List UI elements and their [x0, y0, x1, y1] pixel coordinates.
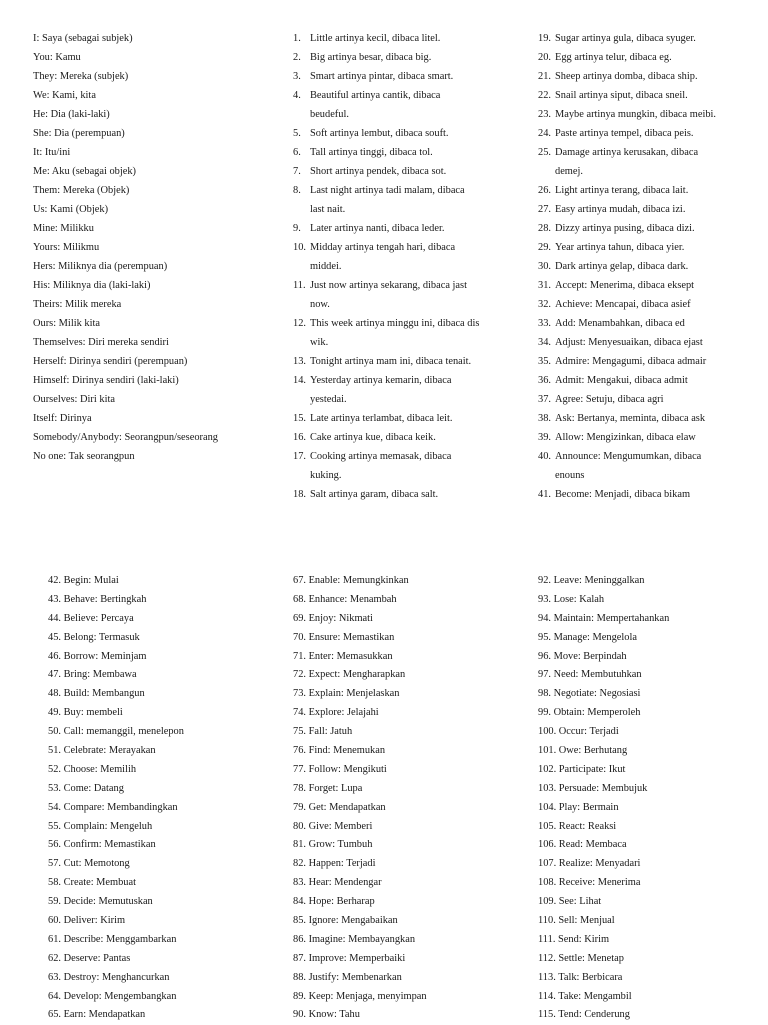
item-text: Dark artinya gelap, dibaca dark.	[555, 261, 689, 272]
list-item	[538, 314, 763, 333]
list-item	[538, 162, 763, 181]
list-item	[293, 86, 508, 105]
list-item: Somebody/Anybody: Seorangpun/seseorang	[33, 432, 218, 443]
list-item: 54. Compare: Membandingkan	[48, 801, 178, 813]
item-text: Late artinya terlambat, dibaca leit.	[310, 413, 453, 424]
list-item: 102. Participate: Ikut	[538, 763, 626, 775]
list-item: 71. Enter: Memasukkan	[293, 650, 393, 662]
item-number: 14.	[293, 375, 306, 386]
item-number: 29.	[538, 242, 551, 253]
item-number: 32.	[538, 299, 551, 310]
list-item: Theirs: Milik mereka	[33, 299, 122, 310]
list-item: 97. Need: Membutuhkan	[538, 669, 642, 681]
item-text: Year artinya tahun, dibaca yier.	[555, 242, 685, 253]
list-item: 73. Explain: Menjelaskan	[293, 688, 400, 700]
list-item: 113. Talk: Berbicara	[538, 971, 623, 983]
list-item: 44. Believe: Percaya	[48, 612, 134, 624]
item-number: 26.	[538, 185, 551, 196]
item-text: Paste artinya tempel, dibaca peis.	[555, 128, 694, 139]
item-number: 19.	[538, 33, 551, 44]
list-item	[538, 371, 763, 390]
item-number: 41.	[538, 489, 551, 500]
item-text: Egg artinya telur, dibaca eg.	[555, 52, 672, 63]
item-text: Easy artinya mudah, dibaca izi.	[555, 204, 686, 215]
item-number: 38.	[538, 413, 551, 424]
item-text: Sheep artinya domba, dibaca ship.	[555, 71, 698, 82]
list-item: 94. Maintain: Mempertahankan	[538, 612, 670, 624]
list-item: 48. Build: Membangun	[48, 688, 145, 700]
list-item: 56. Confirm: Memastikan	[48, 839, 156, 851]
list-item	[293, 352, 508, 371]
list-item	[293, 29, 508, 48]
item-number: 36.	[538, 375, 551, 386]
list-item	[293, 485, 508, 504]
list-item	[538, 181, 763, 200]
item-text: Admire: Mengagumi, dibaca admair	[555, 356, 707, 367]
list-item: No one: Tak seorangpun	[33, 451, 135, 462]
item-text: Announce: Mengumumkan, dibaca	[555, 451, 702, 462]
list-item: 51. Celebrate: Merayakan	[48, 745, 156, 757]
list-item: Me: Aku (sebagai objek)	[33, 166, 137, 177]
list-item: 60. Deliver: Kirim	[48, 915, 126, 927]
list-item	[538, 276, 763, 295]
list-item	[538, 352, 763, 371]
item-number: 30.	[538, 261, 551, 272]
list-item	[538, 295, 763, 314]
item-text: Add: Menambahkan, dibaca ed	[555, 318, 685, 329]
item-number: 21.	[538, 71, 551, 82]
item-text: Beautiful artinya cantik, dibaca	[310, 90, 441, 101]
item-text: kuking.	[310, 470, 342, 481]
item-number: 6.	[293, 147, 301, 158]
list-item: 98. Negotiate: Negosiasi	[538, 688, 641, 700]
item-text: Damage artinya kerusakan, dibaca	[555, 147, 699, 158]
item-text: Just now artinya sekarang, dibaca jast	[310, 280, 467, 291]
list-item	[538, 409, 763, 428]
list-item: 114. Take: Mengambil	[538, 990, 632, 1002]
item-number: 33.	[538, 318, 551, 329]
list-item	[293, 333, 508, 352]
list-item: 93. Lose: Kalah	[538, 593, 605, 605]
list-item: 81. Grow: Tumbuh	[293, 839, 373, 851]
list-item: 89. Keep: Menjaga, menyimpan	[293, 990, 427, 1002]
list-item	[538, 219, 763, 238]
item-number: 9.	[293, 223, 301, 234]
item-number: 35.	[538, 356, 551, 367]
list-item: 105. React: Reaksi	[538, 820, 617, 832]
item-text: Achieve: Mencapai, dibaca asief	[555, 299, 691, 310]
list-item: 80. Give: Memberi	[293, 820, 373, 832]
list-item: He: Dia (laki-laki)	[33, 109, 110, 120]
item-number: 22.	[538, 90, 551, 101]
list-item	[538, 390, 763, 409]
list-item: 64. Develop: Mengembangkan	[48, 990, 177, 1002]
item-text: Allow: Mengizinkan, dibaca elaw	[555, 432, 696, 443]
list-item	[293, 219, 508, 238]
item-text: demej.	[555, 166, 583, 177]
item-text: Salt artinya garam, dibaca salt.	[310, 489, 439, 500]
item-text: Cooking artinya memasak, dibaca	[310, 451, 452, 462]
list-item: 82. Happen: Terjadi	[293, 858, 376, 870]
list-item: 86. Imagine: Membayangkan	[293, 933, 416, 945]
list-item: Ourselves: Diri kita	[33, 394, 115, 405]
list-item	[538, 29, 763, 48]
list-item: 55. Complain: Mengeluh	[48, 820, 153, 832]
list-item: 115. Tend: Cenderung	[538, 1009, 630, 1021]
list-item: 42. Begin: Mulai	[48, 575, 119, 586]
item-number: 13.	[293, 356, 306, 367]
list-item: 52. Choose: Memilih	[48, 763, 137, 775]
list-item	[538, 428, 763, 447]
list-item	[538, 333, 763, 352]
list-item: 85. Ignore: Mengabaikan	[293, 915, 398, 927]
item-text: Snail artinya siput, dibaca sneil.	[555, 90, 688, 101]
list-item	[293, 162, 508, 181]
list-item: I: Saya (sebagai subjek)	[33, 33, 133, 44]
list-item: 112. Settle: Menetap	[538, 952, 624, 964]
list-item: 74. Explore: Jelajahi	[293, 707, 379, 719]
item-text: Big artinya besar, dibaca big.	[310, 52, 432, 63]
list-item: 106. Read: Membaca	[538, 839, 627, 851]
item-number: 4.	[293, 90, 301, 101]
list-item: 104. Play: Bermain	[538, 801, 619, 813]
list-item	[538, 86, 763, 105]
list-item: It: Itu/ini	[33, 147, 71, 158]
item-number: 7.	[293, 166, 301, 177]
list-item	[538, 48, 763, 67]
list-item: She: Dia (perempuan)	[33, 128, 125, 139]
item-text: now.	[310, 299, 330, 310]
pronoun-list	[33, 29, 273, 466]
item-number: 18.	[293, 489, 306, 500]
list-item: We: Kami, kita	[33, 90, 96, 101]
list-item	[293, 371, 508, 390]
list-item: 67. Enable: Memungkinkan	[293, 575, 409, 586]
item-text: Short artinya pendek, dibaca sot.	[310, 166, 447, 177]
list-item	[538, 238, 763, 257]
list-item	[293, 143, 508, 162]
item-number: 34.	[538, 337, 551, 348]
list-item: Yours: Milikmu	[33, 242, 100, 253]
item-text: Maybe artinya mungkin, dibaca meibi.	[555, 109, 717, 120]
item-text: Accept: Menerima, dibaca eksept	[555, 280, 695, 291]
list-item	[293, 257, 508, 276]
list-item: Itself: Dirinya	[33, 413, 92, 424]
list-item: 46. Borrow: Meminjam	[48, 650, 147, 662]
item-text: Ask: Bertanya, meminta, dibaca ask	[555, 413, 706, 424]
item-text: Sugar artinya gula, dibaca syuger.	[555, 33, 696, 44]
list-item: 57. Cut: Memotong	[48, 858, 130, 870]
list-item	[293, 409, 508, 428]
verb-list-67-90	[293, 572, 523, 1025]
list-item: 45. Belong: Termasuk	[48, 631, 140, 643]
item-number: 15.	[293, 413, 306, 424]
list-item: 76. Find: Menemukan	[293, 745, 386, 757]
list-item: 69. Enjoy: Nikmati	[293, 612, 373, 624]
list-item: 43. Behave: Bertingkah	[48, 593, 147, 605]
item-number: 39.	[538, 432, 551, 443]
list-item: Themselves: Diri mereka sendiri	[33, 337, 169, 348]
item-text: Yesterday artinya kemarin, dibaca	[310, 375, 452, 386]
list-item: 109. See: Lihat	[538, 896, 602, 908]
list-item	[538, 200, 763, 219]
list-item: 87. Improve: Memperbaiki	[293, 952, 406, 964]
item-text: Midday artinya tengah hari, dibaca	[310, 242, 456, 253]
list-item	[293, 124, 508, 143]
item-text: Tall artinya tinggi, dibaca tol.	[310, 147, 433, 158]
list-item: 62. Deserve: Pantas	[48, 952, 131, 964]
item-number: 27.	[538, 204, 551, 215]
item-text: Admit: Mengakui, dibaca admit	[555, 375, 688, 386]
vocab-list-1-18	[293, 29, 508, 504]
item-number: 3.	[293, 71, 301, 82]
list-item: 108. Receive: Menerima	[538, 877, 641, 889]
list-item: 99. Obtain: Memperoleh	[538, 707, 641, 719]
item-number: 31.	[538, 280, 551, 291]
list-item: 96. Move: Berpindah	[538, 650, 627, 662]
item-text: wik.	[310, 337, 329, 348]
item-text: Smart artinya pintar, dibaca smart.	[310, 71, 454, 82]
list-item: 68. Enhance: Menambah	[293, 593, 397, 605]
list-item: 100. Occur: Terjadi	[538, 726, 619, 738]
item-number: 8.	[293, 185, 301, 196]
list-item: Ours: Milik kita	[33, 318, 100, 329]
list-item: Herself: Dirinya sendiri (perempuan)	[33, 356, 188, 367]
list-item: 84. Hope: Berharap	[293, 896, 375, 908]
list-item	[293, 181, 508, 200]
item-number: 5.	[293, 128, 301, 139]
item-number: 28.	[538, 223, 551, 234]
item-text: Become: Menjadi, dibaca bikam	[555, 489, 691, 500]
item-text: Adjust: Menyesuaikan, dibaca ejast	[555, 337, 703, 348]
list-item: 110. Sell: Menjual	[538, 915, 615, 927]
list-item: 49. Buy: membeli	[48, 707, 123, 719]
item-number: 10.	[293, 242, 306, 253]
item-text: Last night artinya tadi malam, dibaca	[310, 185, 465, 196]
list-item	[538, 105, 763, 124]
list-item	[538, 67, 763, 86]
list-item: You: Kamu	[33, 52, 81, 63]
list-item: 63. Destroy: Menghancurkan	[48, 971, 170, 983]
list-item: 103. Persuade: Membujuk	[538, 782, 648, 794]
item-text: Little artinya kecil, dibaca litel.	[310, 33, 441, 44]
list-item	[293, 428, 508, 447]
list-item: His: Miliknya dia (laki-laki)	[33, 280, 151, 291]
item-number: 40.	[538, 451, 551, 462]
list-item	[293, 238, 508, 257]
vocab-list-19-41	[538, 29, 763, 504]
list-item: 95. Manage: Mengelola	[538, 631, 637, 643]
list-item: 65. Earn: Mendapatkan	[48, 1009, 146, 1021]
list-item	[538, 485, 763, 504]
list-item: 88. Justify: Membenarkan	[293, 971, 402, 983]
item-number: 11.	[293, 280, 306, 291]
item-text: Dizzy artinya pusing, dibaca dizi.	[555, 223, 695, 234]
item-text: Light artinya terang, dibaca lait.	[555, 185, 689, 196]
item-number: 24.	[538, 128, 551, 139]
list-item: 53. Come: Datang	[48, 782, 124, 794]
list-item: Us: Kami (Objek)	[33, 204, 109, 215]
list-item: 92. Leave: Meninggalkan	[538, 575, 645, 586]
list-item: 78. Forget: Lupa	[293, 782, 363, 794]
item-number: 12.	[293, 318, 306, 329]
list-item	[293, 390, 508, 409]
list-item: 107. Realize: Menyadari	[538, 858, 641, 870]
list-item: 58. Create: Membuat	[48, 877, 137, 889]
list-item: Hers: Miliknya dia (perempuan)	[33, 261, 168, 272]
item-text: Cake artinya kue, dibaca keik.	[310, 432, 436, 443]
list-item: 70. Ensure: Memastikan	[293, 631, 395, 643]
list-item	[538, 447, 763, 466]
verb-list-92-115	[538, 572, 763, 1025]
list-item	[293, 105, 508, 124]
list-item	[538, 124, 763, 143]
item-text: middei.	[310, 261, 342, 272]
list-item	[538, 143, 763, 162]
item-number: 1.	[293, 33, 301, 44]
list-item	[538, 466, 763, 485]
item-text: enouns	[555, 470, 585, 481]
list-item: Them: Mereka (Objek)	[33, 185, 130, 196]
item-text: This week artinya minggu ini, dibaca dis	[310, 318, 480, 329]
list-item: Himself: Dirinya sendiri (laki-laki)	[33, 375, 179, 386]
list-item	[293, 466, 508, 485]
list-item: Mine: Milikku	[33, 223, 94, 234]
list-item	[538, 257, 763, 276]
item-number: 2.	[293, 52, 301, 63]
list-item	[293, 447, 508, 466]
list-item: 72. Expect: Mengharapkan	[293, 669, 406, 681]
list-item: 47. Bring: Membawa	[48, 669, 137, 681]
item-number: 25.	[538, 147, 551, 158]
list-item	[293, 295, 508, 314]
item-number: 37.	[538, 394, 551, 405]
list-item: 59. Decide: Memutuskan	[48, 896, 153, 908]
list-item: 61. Describe: Menggambarkan	[48, 933, 177, 945]
list-item: 101. Owe: Berhutang	[538, 745, 628, 757]
item-text: Soft artinya lembut, dibaca souft.	[310, 128, 449, 139]
list-item	[293, 67, 508, 86]
list-item	[293, 200, 508, 219]
list-item	[293, 48, 508, 67]
list-item: They: Mereka (subjek)	[33, 71, 129, 82]
list-item	[293, 276, 508, 295]
item-text: Later artinya nanti, dibaca leder.	[310, 223, 445, 234]
item-number: 17.	[293, 451, 306, 462]
list-item	[293, 314, 508, 333]
verb-list-42-65	[48, 572, 278, 1025]
list-item: 79. Get: Mendapatkan	[293, 801, 386, 813]
item-text: Tonight artinya mam ini, dibaca tenait.	[310, 356, 472, 367]
item-text: yestedai.	[310, 394, 347, 405]
item-text: beudeful.	[310, 109, 349, 120]
list-item: 111. Send: Kirim	[538, 933, 610, 945]
item-number: 16.	[293, 432, 306, 443]
item-number: 23.	[538, 109, 551, 120]
list-item: 75. Fall: Jatuh	[293, 726, 353, 738]
item-text: Agree: Setuju, dibaca agri	[555, 394, 664, 405]
item-number: 20.	[538, 52, 551, 63]
list-item: 90. Know: Tahu	[293, 1009, 360, 1021]
list-item: 83. Hear: Mendengar	[293, 877, 382, 889]
list-item: 50. Call: memanggil, menelepon	[48, 726, 184, 738]
item-text: last nait.	[310, 204, 346, 215]
list-item: 77. Follow: Mengikuti	[293, 763, 387, 775]
